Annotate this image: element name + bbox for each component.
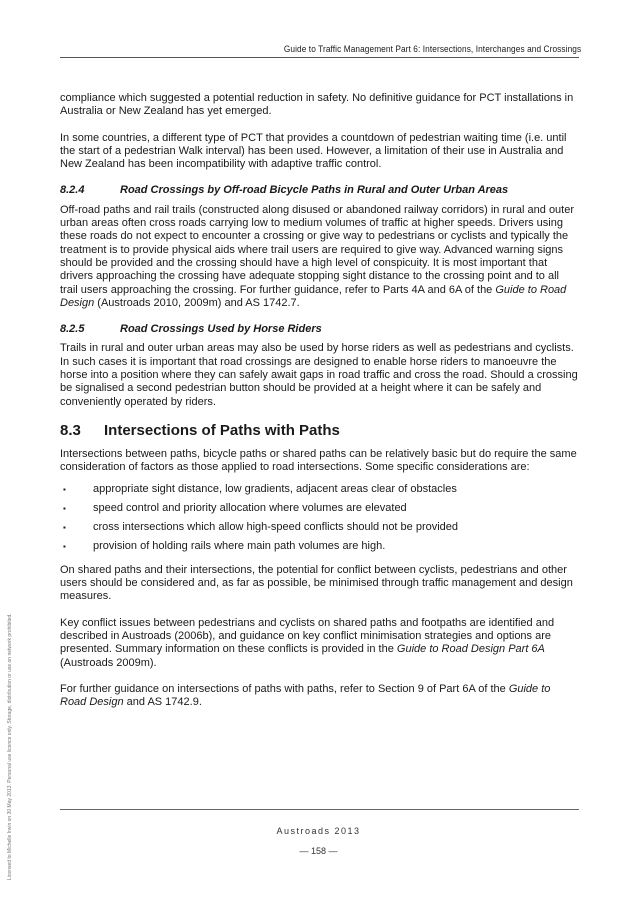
section-number: 8.3	[60, 421, 81, 439]
list-item-text: cross intersections which allow high-speed conflicts should not be provided	[93, 521, 459, 534]
list-item-text: provision of holding rails where main path volumes are high.	[93, 540, 386, 553]
text-run: For further guidance on intersections of paths with paths, refer to Section 9 of Part 6A of the	[60, 682, 509, 695]
bullet-icon: ▪	[63, 523, 66, 533]
text-run: (Austroads 2010, 2009m) and AS 1742.7.	[94, 296, 300, 309]
considerations-list	[60, 483, 578, 554]
paragraph: In some countries, a different type of PCT that provides a countdown of pedestrian waiting time (i.e. until the start of a pedestrian Walk interval) has been used. However, a limitation of their use in Australia and New Zealand has been incompatibility with adaptive traffic control.	[60, 131, 567, 171]
paragraph: Trails in rural and outer urban areas may also be used by horse riders as well as pedestrians and cyclists. In such cases it is important that road crossings are designed to enable horse riders to manoeuvre the horse into a position where they can safely await gaps in road traffic and cross the road. Should a crossing be signalised a second pedestrian button should be provided at a height where it can be safely and conveniently operated by riders.	[60, 342, 578, 408]
bullet-icon: ▪	[63, 484, 66, 494]
subsection-title: Road Crossings Used by Horse Riders	[120, 323, 322, 336]
header-divider	[60, 57, 579, 58]
section-heading-8-3	[60, 422, 578, 440]
text-run: (Austroads 2009m).	[60, 656, 157, 669]
paragraph	[60, 683, 578, 710]
publication-reference: Guide to Road Design Part 6A	[396, 643, 545, 656]
bullet-icon: ▪	[63, 503, 66, 513]
paragraph: Intersections between paths, bicycle paths or shared paths can be relatively basic but do require the same consideration of factors as those applied to road intersections. Some specific considerations are:	[60, 447, 577, 474]
section-title: Intersections of Paths with Paths	[104, 421, 340, 439]
subsection-heading-8-2-4	[60, 184, 578, 197]
list-item-text: appropriate sight distance, low gradients, adjacent areas clear of obstacles	[93, 482, 457, 495]
publication-reference: Guide to Road Design	[60, 283, 567, 309]
text-run: Off-road paths and rail trails (constructed along disused or abandoned railway corridors) in rural and outer urban areas often cross roads carrying low to medium volumes of traffic at higher speeds. Drivers using these roads do not expect to encounter a crossing or give way to pedestrians or cyclists and typically the treatment is to provide physical aids where trail users are required to give way. Advanced warning signs should be provided and the crossing should have a high level of conspicuity. It is most important that drivers approaching the crossing have adequate stopping sight distance to the crossing point and to all trail users approaching the crossing. For further guidance, refer to Parts 4A and 6A of the	[60, 203, 575, 296]
list-item-text: speed control and priority allocation where volumes are elevated	[93, 501, 407, 514]
paragraph	[60, 617, 578, 670]
text-run: and AS 1742.9.	[123, 696, 202, 709]
publication-reference: Guide to Road Design	[60, 682, 551, 709]
list-item	[60, 521, 578, 534]
paragraph: On shared paths and their intersections, the potential for conflict between cyclists, pedestrians and other users should be considered and, as far as possible, be minimised through traffic management and design measures.	[60, 563, 573, 603]
text-run: Key conflict issues between pedestrians and cyclists on shared paths and footpaths are identified and described in Austroads (2006b), and guidance on key conflict minimisation strategies and options are presented. Summary information on these conflicts is provided in the	[60, 616, 555, 656]
subsection-heading-8-2-5	[60, 323, 578, 336]
page-body	[60, 92, 578, 722]
bullet-icon: ▪	[63, 542, 66, 552]
list-item	[60, 540, 578, 553]
list-item	[60, 483, 578, 496]
subsection-number: 8.2.4	[60, 184, 85, 197]
subsection-title: Road Crossings by Off-road Bicycle Paths in Rural and Outer Urban Areas	[120, 184, 509, 197]
subsection-number: 8.2.5	[60, 323, 85, 336]
footer-publisher: Austroads 2013	[276, 826, 361, 836]
page-number: — 158 —	[299, 846, 338, 856]
paragraph	[60, 204, 578, 310]
licence-watermark-text: Licensed to Michelle Irwin on 30 May 2013. Personal use licence only. Storage, distribution or use on network prohibited.	[7, 613, 13, 880]
licence-watermark	[7, 500, 19, 880]
footer-divider	[60, 809, 579, 810]
paragraph: compliance which suggested a potential reduction in safety. No definitive guidance for PCT installations in Australia or New Zealand has yet emerged.	[60, 92, 574, 118]
running-header: Guide to Traffic Management Part 6: Intersections, Interchanges and Crossings	[283, 44, 581, 54]
list-item	[60, 502, 578, 515]
